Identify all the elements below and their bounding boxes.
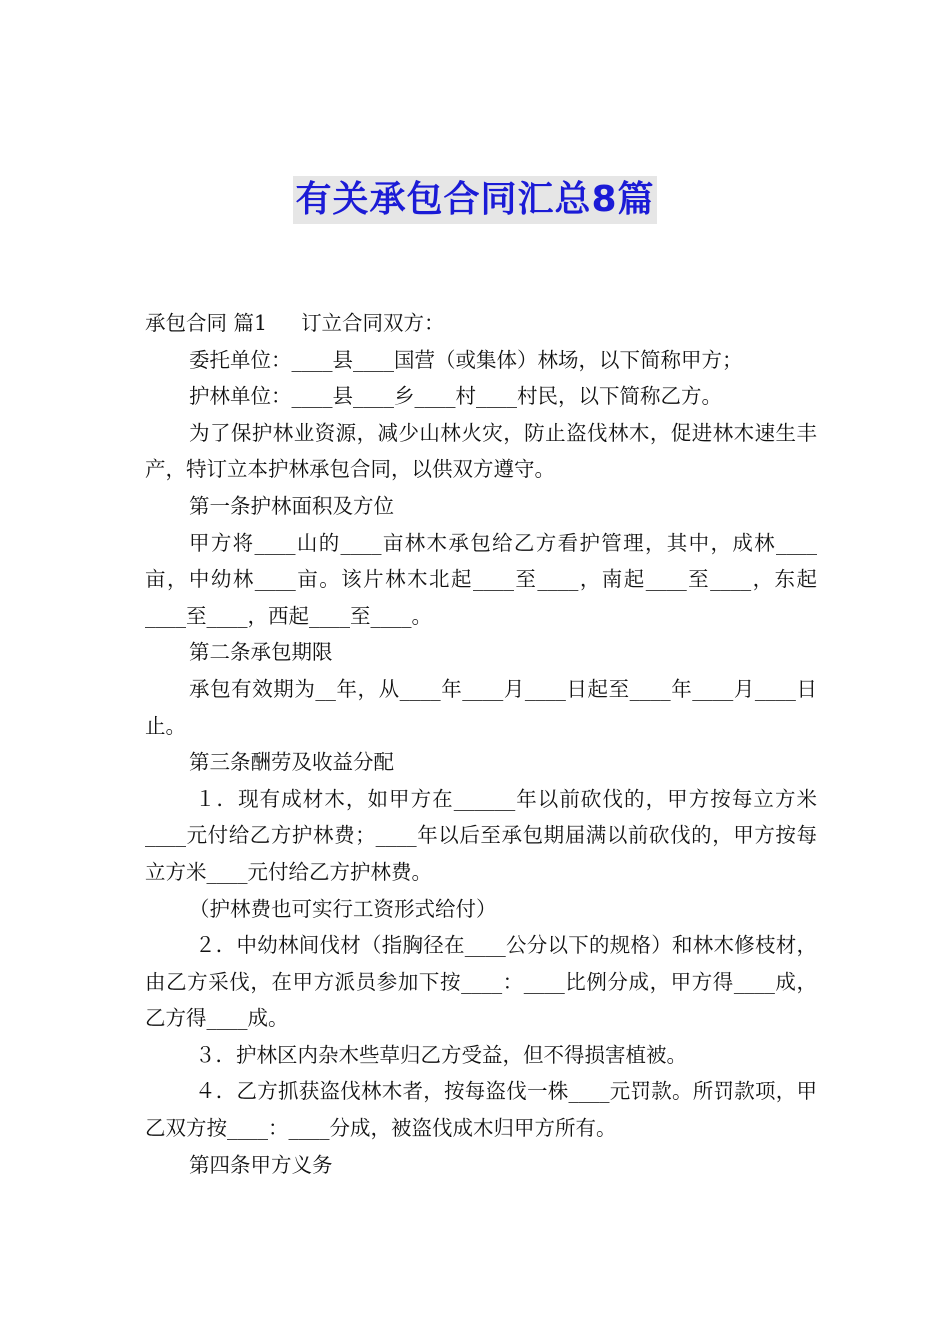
article-2-heading: 第二条承包期限	[189, 640, 333, 665]
paragraph-intro	[145, 305, 817, 342]
paragraph-client: 委托单位：____县____国营（或集体）林场，以下简称甲方；	[189, 347, 743, 372]
article-3-item-2: ２．中幼林间伐材（指胸径在____公分以下的规格）和林木修枝材，由乙方采伐，在甲方派员参加下按____：____比例分成，甲方得____成，乙方得____成。	[145, 933, 817, 1031]
article-3-item-4: ４．乙方抓获盗伐林木者，按每盗伐一株____元罚款。所罚款项，甲乙双方按____：____分成，被盗伐成木归甲方所有。	[145, 1079, 817, 1141]
title-block	[0, 176, 950, 224]
article-1-heading: 第一条护林面积及方位	[189, 493, 394, 518]
article-1-body: 甲方将____山的____亩林木承包给乙方看护管理，其中，成林____亩，中幼林____亩。该片林木北起____至____，南起____至____，东起____至____，西起____至____。	[145, 530, 817, 628]
article-3-note: （护林费也可实行工资形式给付）	[189, 896, 497, 921]
paragraph-parties: 订立合同双方：	[301, 311, 445, 335]
paragraph-purpose: 为了保护林业资源，减少山林火灾，防止盗伐林木，促进林木速生丰产，特订立本护林承包合同，以供双方遵守。	[145, 420, 817, 482]
section-heading-label: 承包合同 篇1	[145, 311, 268, 335]
article-2-body: 承包有效期为__年，从____年____月____日起至____年____月____日止。	[145, 676, 817, 738]
article-4-heading: 第四条甲方义务	[189, 1152, 333, 1177]
paragraph-contractor: 护林单位：____县____乡____村____村民，以下简称乙方。	[189, 384, 722, 409]
article-3-item-3: ３．护林区内杂木些草归乙方受益，但不得损害植被。	[195, 1042, 687, 1067]
document-body	[145, 305, 817, 1183]
document-title: 有关承包合同汇总8篇	[293, 176, 656, 224]
article-3-item-1: １．现有成材木，如甲方在______年以前砍伐的，甲方按每立方米____元付给乙方护林费；____年以后至承包期届满以前砍伐的，甲方按每立方米____元付给乙方护林费。	[145, 786, 817, 884]
article-3-heading: 第三条酬劳及收益分配	[189, 750, 394, 775]
